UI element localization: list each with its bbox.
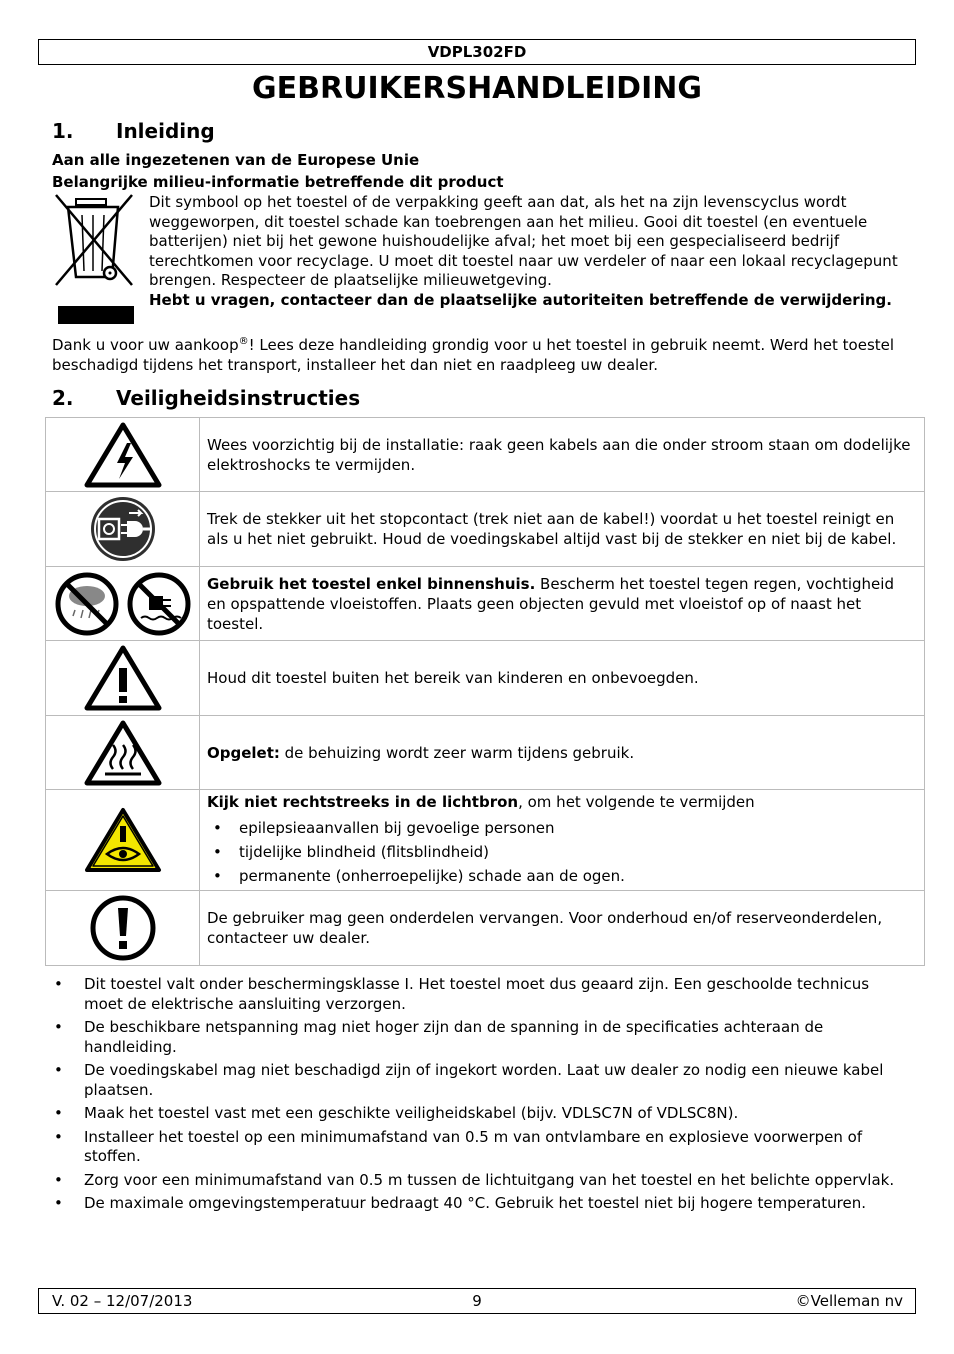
registered-mark: ® [238, 336, 249, 347]
weee-text: Dit symbool op het toestel of de verpakking geeft aan dat, als het na zijn levenscyclus wordt weggeworpen, dit toestel schade kan toebrengen aan het milieu. Gooi dit toestel (en eventuele batterijen) niet bij het gewone huishoudelijke afval; het moet bij een gespecialiseerd bedrijf terechtkomen voor recyclage. U moet dit toestel naar uw verdeler of naar een lokaal recyclagepunt brengen. Respecteer de plaatselijke milieuwetgeving. [149, 193, 898, 290]
unplug-icon [89, 495, 157, 563]
safety-bullet-list [52, 975, 902, 1218]
safety-text: Trek de stekker uit het stopcontact (trek niet aan de kabel!) voordat u het toestel reinigt en als u het niet gebruikt. Houd de voedingskabel altijd vast bij de stekker en niet bij de kabel. [207, 510, 897, 548]
thanks-paragraph [52, 332, 912, 375]
safety-bold-text: Kijk niet rechtstreeks in de lichtbron [207, 793, 519, 811]
section-2-title: Veiligheidsinstructies [116, 386, 361, 410]
weee-black-bar [58, 306, 134, 324]
list-item: • tijdelijke blindheid (flitsblindheid) [207, 840, 917, 864]
section-1-heading [52, 118, 215, 144]
safety-bold-text: Opgelet: [207, 743, 280, 762]
page-number: 9 [472, 1292, 482, 1310]
safety-row [46, 492, 925, 567]
safety-row [46, 790, 925, 891]
safety-row [46, 418, 925, 492]
safety-row [46, 891, 925, 966]
safety-row [46, 716, 925, 790]
section-1-title: Inleiding [116, 119, 215, 143]
no-liquid-icon [127, 572, 191, 636]
eu-line: Aan alle ingezetenen van de Europese Unie [52, 151, 420, 169]
weee-notice [149, 193, 909, 311]
attention-icon [89, 894, 157, 962]
list-item: • Dit toestel valt onder beschermingsklasse I. Het toestel moet dus geaard zijn. Een geschoolde technicus moet de elektrische aansluiting verzorgen. [52, 975, 902, 1014]
safety-text: , om het volgende te vermijden [518, 793, 755, 811]
no-rain-icon [55, 572, 119, 636]
list-item: • Maak het toestel vast met een geschikte veiligheidskabel (bijv. VDLSC7N of VDLSC8N). [52, 1104, 902, 1124]
safety-text: De gebruiker mag geen onderdelen vervangen. Voor onderhoud en/of reserveonderdelen, contacteer uw dealer. [207, 909, 883, 947]
electric-hazard-icon [83, 421, 163, 489]
safety-text: de behuizing wordt zeer warm tijdens gebruik. [279, 743, 635, 762]
safety-bold-text: Gebruik het toestel enkel binnenshuis. [207, 574, 536, 593]
list-item: • De maximale omgevingstemperatuur bedraagt 40 °C. Gebruik het toestel niet bij hogere temperaturen. [52, 1194, 902, 1214]
copyright: ©Velleman nv [795, 1292, 903, 1310]
safety-row [46, 567, 925, 641]
hot-surface-icon [83, 719, 163, 787]
section-2-number: 2. [52, 386, 74, 410]
list-item: • permanente (onherroepelijke) schade aan de ogen. [207, 864, 917, 888]
safety-text: Houd dit toestel buiten het bereik van kinderen en onbevoegden. [207, 669, 699, 687]
section-1-number: 1. [52, 119, 74, 143]
list-item: • Zorg voor een minimumafstand van 0.5 m tussen de lichtuitgang van het toestel en het belichte oppervlak. [52, 1171, 902, 1191]
list-item: • Installeer het toestel op een minimumafstand van 0.5 m van ontvlambare en explosieve voorwerpen of stoffen. [52, 1128, 902, 1167]
eye-hazard-icon [83, 806, 163, 874]
list-item: • De voedingskabel mag niet beschadigd zijn of ingekort worden. Laat uw dealer zo nodig een nieuwe kabel plaatsen. [52, 1061, 902, 1100]
eye-hazard-list [207, 816, 917, 888]
page-header [38, 39, 916, 65]
safety-row [46, 641, 925, 716]
safety-text: Bescherm het toestel tegen regen, vochtigheid en opspattende vloeistoffen. Plaats geen objecten gevuld met vloeistof op of naast het toestel. [207, 574, 894, 633]
document-title: GEBRUIKERSHANDLEIDING [252, 71, 702, 106]
section-2-heading [52, 385, 360, 411]
model-number: VDPL302FD [427, 43, 527, 61]
safety-text: Wees voorzichtig bij de installatie: raak geen kabels aan die onder stroom staan om dodelijke elektroshocks te vermijden. [207, 435, 911, 474]
page-footer [38, 1288, 916, 1314]
weee-bold-text: Hebt u vragen, contacteer dan de plaatselijke autoriteiten betreffende de verwijdering. [149, 290, 892, 309]
thanks-text-a: Dank u voor uw aankoop [52, 336, 239, 354]
weee-bin-icon [54, 193, 134, 287]
thanks-text-b: ! Lees deze handleiding grondig voor u het toestel in gebruik neemt. Werd het toestel beschadigd tijdens het transport, installeer het dan niet en raadpleeg uw dealer. [52, 336, 895, 374]
list-item: • epilepsieaanvallen bij gevoelige personen [207, 816, 917, 840]
warning-icon [83, 644, 163, 712]
list-item: • De beschikbare netspanning mag niet hoger zijn dan de spanning in de specificaties achteraan de handleiding. [52, 1018, 902, 1057]
safety-table [45, 417, 925, 966]
version-date: V. 02 – 12/07/2013 [52, 1292, 193, 1310]
env-line: Belangrijke milieu-informatie betreffende dit product [52, 173, 504, 191]
